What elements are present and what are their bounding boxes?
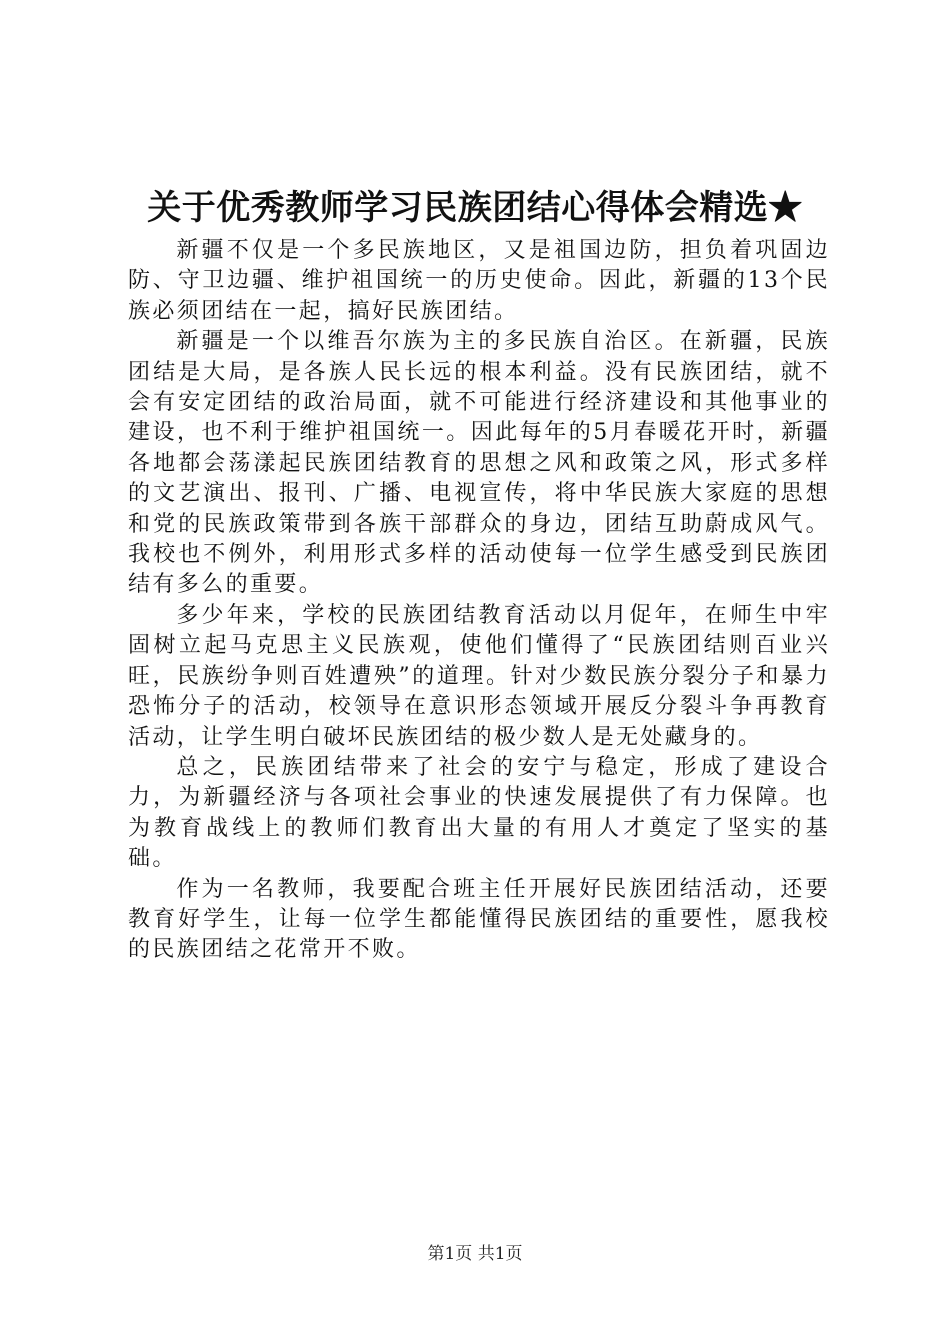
paragraph-5: 作为一名教师，我要配合班主任开展好民族团结活动，还要教育好学生，让每一位学生都能懂得民族团结的重要性，愿我校的民族团结之花常开不败。 — [128, 876, 830, 963]
paragraph-3: 多少年来，学校的民族团结教育活动以月促年，在师生中牢固树立起马克思主义民族观，使他们懂得了“民族团结则百业兴旺，民族纷争则百姓遭殃”的道理。针对少数民族分裂分子和暴力恐怖分子的活动，校领导在意识形态领域开展反分裂斗争再教育活动，让学生明白破坏民族团结的极少数人是无处藏身的。 — [128, 602, 830, 750]
paragraph-2: 新疆是一个以维吾尔族为主的多民族自治区。在新疆，民族团结是大局，是各族人民长远的根本利益。没有民族团结，就不会有安定团结的政治局面，就不可能进行经济建设和其他事业的建设，也不利于维护祖国统一。因此每年的5月春暖花开时，新疆各地都会荡漾起民族团结教育的思想之风和政策之风，形式多样的文艺演出、报刊、广播、电视宣传，将中华民族大家庭的思想和党的民族政策带到各族干部群众的身边，团结互助蔚成风气。我校也不例外，利用形式多样的活动使每一位学生感受到民族团结有多么的重要。 — [128, 329, 830, 598]
document-title: 关于优秀教师学习民族团结心得体会精选★ — [147, 188, 803, 228]
document-body — [128, 236, 830, 966]
paragraph-4: 总之，民族团结带来了社会的安宁与稳定，形成了建设合力，为新疆经济与各项社会事业的快速发展提供了有力保障。也为教育战线上的教师们教育出大量的有用人才奠定了坚实的基础。 — [128, 754, 830, 872]
page-number-footer: 第1页 共1页 — [427, 1244, 523, 1264]
paragraph-1: 新疆不仅是一个多民族地区，又是祖国边防，担负着巩固边防、守卫边疆、维护祖国统一的历史使命。因此，新疆的13个民族必须团结在一起，搞好民族团结。 — [128, 238, 830, 324]
